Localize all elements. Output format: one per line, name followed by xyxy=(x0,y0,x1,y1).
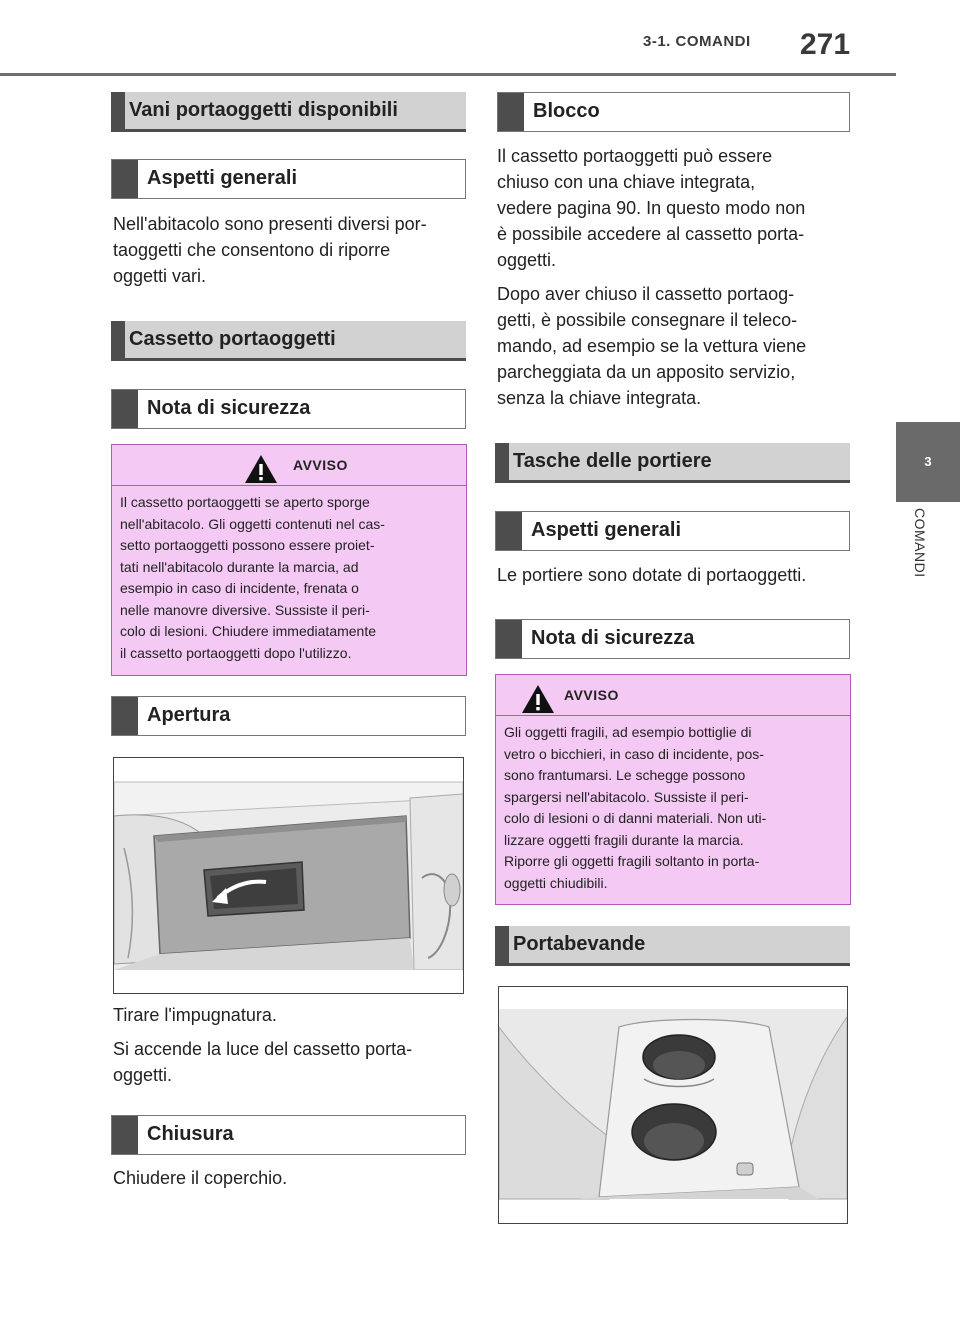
header-rule xyxy=(0,73,896,76)
page-number: 271 xyxy=(800,28,851,61)
text-line: il cassetto portaoggetti dopo l'utilizzo. xyxy=(120,644,352,661)
heading-bar xyxy=(111,321,125,358)
heading-text: Cassetto portaoggetti xyxy=(129,328,336,350)
heading-text: Apertura xyxy=(147,704,231,726)
heading-bar xyxy=(496,512,522,550)
paragraph-portiere xyxy=(497,562,857,588)
text-line: mando, ad esempio se la vettura viene xyxy=(497,336,807,356)
paragraph-luce xyxy=(113,1036,468,1088)
warning-header xyxy=(496,675,850,716)
heading-text: Vani portaoggetti disponibili xyxy=(129,99,398,121)
text-line: spargersi nell'abitacolo. Sussiste il peri- xyxy=(504,788,749,805)
heading-bar xyxy=(495,443,509,480)
chapter-label-text: COMANDI xyxy=(912,508,928,578)
heading-bar xyxy=(496,620,522,658)
heading-bar xyxy=(495,926,509,963)
glovebox-illustration xyxy=(113,757,464,994)
heading-tasche-portiere xyxy=(495,443,850,483)
heading-text: Blocco xyxy=(533,100,600,122)
section-title: 3-1. COMANDI xyxy=(643,33,751,50)
paragraph-tirare xyxy=(113,1002,468,1028)
text-line: Dopo aver chiuso il cassetto portaog- xyxy=(497,284,795,304)
heading-bar xyxy=(112,697,138,735)
heading-cassetto-portaoggetti xyxy=(111,321,466,361)
warning-box xyxy=(111,444,467,676)
heading-bar xyxy=(111,92,125,129)
warning-label: AVVISO xyxy=(293,457,348,473)
text-line: senza la chiave integrata. xyxy=(497,388,702,408)
glovebox-drawing xyxy=(114,758,463,993)
text-line: taoggetti che consentono di riporre xyxy=(113,240,391,260)
subheading-nota-sicurezza xyxy=(111,389,466,429)
heading-text: Tasche delle portiere xyxy=(513,450,712,472)
heading-text: Aspetti generali xyxy=(531,519,682,541)
text-line: Il cassetto portaoggetti può essere xyxy=(497,146,773,166)
heading-bar xyxy=(112,1116,138,1154)
subheading-aspetti-generali xyxy=(111,159,466,199)
text-line: nell'abitacolo. Gli oggetti contenuti nel cas- xyxy=(120,515,385,532)
chapter-side-label xyxy=(896,508,960,628)
chapter-tab: 3 xyxy=(896,422,960,502)
text-line: vetro o bicchieri, in caso di incidente, pos- xyxy=(504,745,764,762)
text-line: setto portaoggetti possono essere proiet- xyxy=(120,537,375,553)
heading-vani-portaoggetti xyxy=(111,92,466,132)
heading-text: Portabevande xyxy=(513,933,646,955)
text-line: Tirare l'impugnatura. xyxy=(113,1005,277,1025)
heading-text: Chiusura xyxy=(147,1123,234,1145)
text-line: è possibile accedere al cassetto porta- xyxy=(497,224,805,244)
text-line: esempio in caso di incidente, frenata o xyxy=(120,580,359,596)
paragraph-blocco-1 xyxy=(497,143,857,273)
text-line: oggetti vari. xyxy=(113,266,207,286)
text-line: colo di lesioni o di danni materiali. Non uti- xyxy=(504,810,767,826)
heading-portabevande xyxy=(495,926,850,966)
heading-text: Nota di sicurezza xyxy=(147,397,311,419)
text-line: getti, è possibile consegnare il teleco- xyxy=(497,310,798,330)
paragraph-blocco-2 xyxy=(497,281,857,411)
warning-label: AVVISO xyxy=(564,687,619,703)
text-line: Gli oggetti fragili, ad esempio bottiglie di xyxy=(504,724,752,740)
paragraph-aspetti xyxy=(113,211,468,289)
heading-bar xyxy=(112,390,138,428)
text-line: Nell'abitacolo sono presenti diversi por- xyxy=(113,214,427,234)
subheading-apertura xyxy=(111,696,466,736)
warning-triangle-icon xyxy=(244,454,278,484)
heading-text: Nota di sicurezza xyxy=(531,627,695,649)
heading-bar xyxy=(498,93,524,131)
cupholder-drawing xyxy=(499,987,847,1223)
text-line: lizzare oggetti fragili durante la marcia. xyxy=(504,831,744,848)
text-line: Riporre gli oggetti fragili soltanto in porta- xyxy=(504,853,760,869)
warning-header xyxy=(112,445,466,486)
heading-text: Aspetti generali xyxy=(147,167,298,189)
warning-box-2 xyxy=(495,674,851,905)
text-line: Il cassetto portaoggetti se aperto sporge xyxy=(120,494,370,510)
heading-bar xyxy=(112,160,138,198)
text-line: oggetti chiudibili. xyxy=(504,874,608,891)
text-line: vedere pagina 90. In questo modo non xyxy=(497,198,806,218)
paragraph-chiudere xyxy=(113,1165,468,1191)
subheading-nota-sicurezza-2 xyxy=(495,619,850,659)
text-line: nelle manovre diversive. Sussiste il peri- xyxy=(120,601,370,618)
warning-triangle-icon xyxy=(521,684,555,714)
text-line: chiuso con una chiave integrata, xyxy=(497,172,756,192)
subheading-aspetti-generali-2 xyxy=(495,511,850,551)
text-line: sono frantumarsi. Le schegge possono xyxy=(504,767,746,783)
warning-text xyxy=(496,716,850,894)
text-line: tati nell'abitacolo durante la marcia, ad xyxy=(120,558,359,575)
text-line: Chiudere il coperchio. xyxy=(113,1168,288,1188)
warning-text xyxy=(112,486,466,664)
text-line: colo di lesioni. Chiudere immediatamente xyxy=(120,623,377,639)
text-line: Le portiere sono dotate di portaoggetti. xyxy=(497,565,807,585)
subheading-chiusura xyxy=(111,1115,466,1155)
cupholder-illustration xyxy=(498,986,848,1224)
text-line: Si accende la luce del cassetto porta- xyxy=(113,1039,413,1059)
subheading-blocco xyxy=(497,92,850,132)
text-line: oggetti. xyxy=(113,1065,173,1085)
text-line: oggetti. xyxy=(497,250,557,270)
text-line: parcheggiata da un apposito servizio, xyxy=(497,362,796,382)
